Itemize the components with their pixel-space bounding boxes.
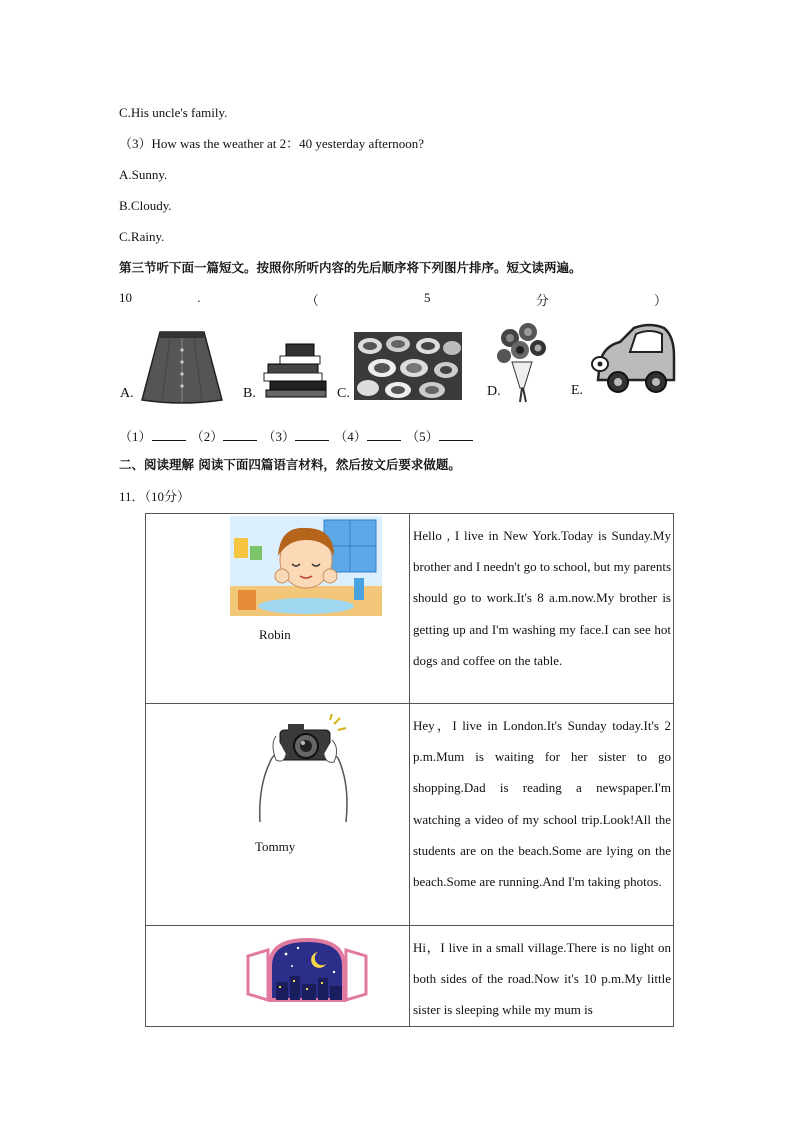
pic-label-e: E. (571, 383, 584, 398)
row1-name: Robin (259, 627, 291, 642)
answer-blank-5[interactable] (439, 428, 473, 441)
q10-score: 5 (423, 290, 431, 305)
flower-bouquet-icon (494, 322, 550, 404)
part2-title: 二、阅读理解 阅读下面四篇语言材料，然后按文后要求做题。 (119, 457, 461, 472)
row2-picture-cell (146, 704, 410, 926)
section3-instruction: 第三节听下面一篇短文。按照你所听内容的先后顺序将下列图片排序。短文读两遍。 (119, 260, 582, 275)
row1-text: Hello , I live in New York.Today is Sunday.My brother and I needn't go to school, but my parents should go to work.It's 8 a.m.now.My brother is getting up and I'm washing my face.I can see hot dogs and coffee on the table. (410, 514, 674, 704)
blank-label-3: （3） (262, 429, 296, 444)
table-row (146, 926, 674, 1027)
night-window-icon (246, 936, 368, 1004)
answer-blank-2[interactable] (223, 428, 257, 441)
car-icon (590, 322, 680, 396)
blank-label-4: （4） (334, 429, 367, 444)
reading-table (145, 513, 674, 1027)
q10-rparen: ） (653, 293, 667, 308)
answer-blank-1[interactable] (152, 428, 186, 441)
q3-option-b: B.Cloudy. (119, 198, 172, 213)
blank-label-5: （5） (406, 429, 439, 444)
books-icon (262, 340, 330, 400)
q10-dot: . (197, 290, 201, 305)
q10-answer-blanks (119, 426, 475, 445)
row2-name: Tommy (255, 839, 296, 854)
pic-label-a: A. (120, 386, 134, 401)
q11-header: 11．（10分） (119, 489, 191, 504)
skirt-icon (140, 328, 224, 404)
blank-label-2: （2） (190, 429, 224, 444)
boy-washing-face-icon (230, 516, 382, 616)
food-platter-icon (354, 332, 462, 400)
row3-text: Hi，I live in a small village.There is no light on both sides of the road.Now it's 10 p.m.My little sister is sleeping while my mum is (410, 926, 674, 1027)
answer-blank-3[interactable] (295, 428, 329, 441)
q10-unit: 分 (535, 294, 549, 309)
q3-question: （3）How was the weather at 2：40 yesterday afternoon? (119, 136, 425, 151)
pic-label-c: C. (337, 386, 350, 401)
pic-label-d: D. (487, 384, 501, 399)
table-row (146, 704, 674, 926)
camera-hands-icon (254, 714, 352, 822)
answer-blank-4[interactable] (367, 428, 401, 441)
prev-option-c: C.His uncle's family. (119, 105, 228, 120)
table-row (146, 514, 674, 704)
row2-text: Hey，I live in London.It's Sunday today.It's 2 p.m.Mum is waiting for her sister to go shopping.Dad is reading a newspaper.I'm watching a video of my school trip.Look!All the students are on the beach.Some are lying on the beach.Some are running.And I'm taking photos. (410, 704, 674, 926)
q3-option-a: A.Sunny. (119, 167, 168, 182)
row1-picture-cell (146, 514, 410, 704)
blank-label-1: （1） (119, 429, 152, 444)
q10-header (119, 290, 667, 309)
q10-number: 10 (119, 290, 132, 305)
q10-lparen: （ (305, 293, 319, 308)
pic-label-b: B. (243, 386, 256, 401)
row3-picture-cell (146, 926, 410, 1027)
q3-option-c: C.Rainy. (119, 229, 165, 244)
